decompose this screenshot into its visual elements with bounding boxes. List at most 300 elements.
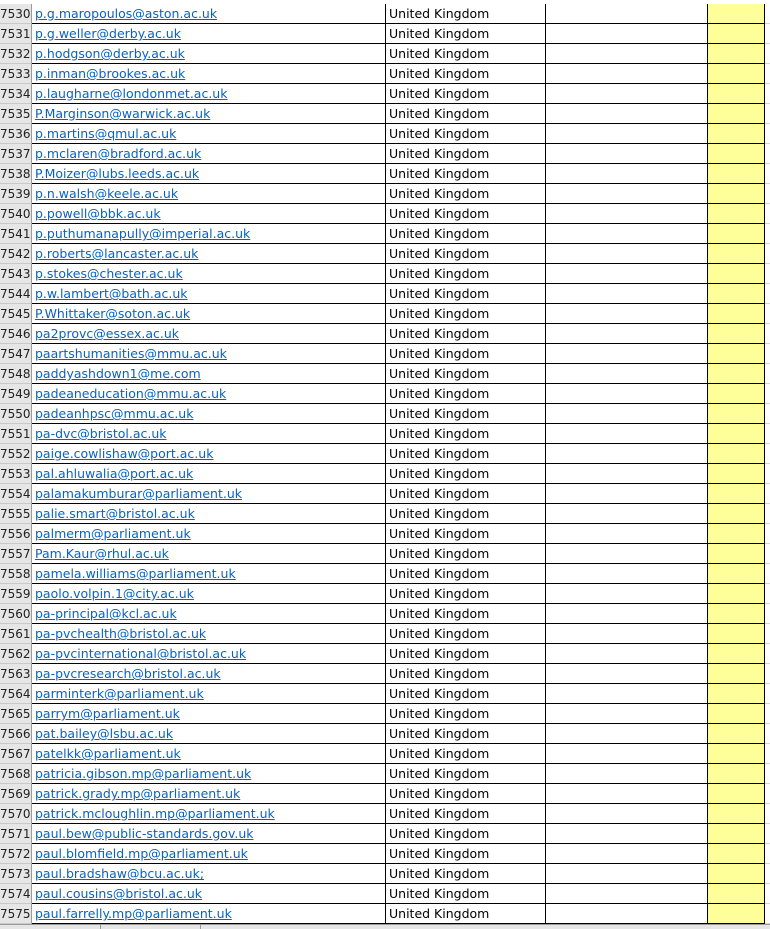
empty-cell[interactable] (765, 24, 770, 44)
row-number-header[interactable]: 7534 (0, 84, 32, 104)
email-link[interactable]: palie.smart@bristol.ac.uk (35, 506, 195, 521)
row-number-header[interactable]: 7556 (0, 524, 32, 544)
highlighted-cell[interactable] (708, 284, 765, 304)
email-link[interactable]: p.w.lambert@bath.ac.uk (35, 286, 188, 301)
empty-cell[interactable] (765, 784, 770, 804)
row-number-header[interactable]: 7533 (0, 64, 32, 84)
highlighted-cell[interactable] (708, 684, 765, 704)
highlighted-cell[interactable] (708, 704, 765, 724)
email-cell[interactable] (32, 284, 386, 304)
email-cell[interactable] (32, 144, 386, 164)
email-cell[interactable] (32, 464, 386, 484)
empty-cell[interactable] (765, 644, 770, 664)
empty-cell[interactable] (765, 604, 770, 624)
empty-cell[interactable] (765, 704, 770, 724)
empty-cell[interactable] (546, 244, 708, 264)
row-number-header[interactable]: 7561 (0, 624, 32, 644)
empty-cell[interactable] (546, 664, 708, 684)
row-number-header[interactable]: 7549 (0, 384, 32, 404)
empty-cell[interactable] (546, 424, 708, 444)
country-cell[interactable]: United Kingdom (386, 24, 546, 44)
country-cell[interactable]: United Kingdom (386, 484, 546, 504)
email-cell[interactable] (32, 104, 386, 124)
highlighted-cell[interactable] (708, 84, 765, 104)
row-number-header[interactable]: 7531 (0, 24, 32, 44)
row-number-header[interactable]: 7562 (0, 644, 32, 664)
email-link[interactable]: paul.bradshaw@bcu.ac.uk; (35, 866, 205, 881)
empty-cell[interactable] (546, 124, 708, 144)
email-link[interactable]: parrym@parliament.uk (35, 706, 180, 721)
email-cell[interactable] (32, 264, 386, 284)
email-cell[interactable] (32, 244, 386, 264)
email-link[interactable]: paul.farrelly.mp@parliament.uk (35, 906, 232, 921)
empty-cell[interactable] (546, 604, 708, 624)
country-cell[interactable]: United Kingdom (386, 164, 546, 184)
country-cell[interactable]: United Kingdom (386, 884, 546, 904)
email-cell[interactable] (32, 4, 386, 24)
email-cell[interactable] (32, 184, 386, 204)
empty-cell[interactable] (765, 4, 770, 24)
country-cell[interactable]: United Kingdom (386, 244, 546, 264)
country-cell[interactable]: United Kingdom (386, 604, 546, 624)
email-link[interactable]: P.Moizer@lubs.leeds.ac.uk (35, 166, 200, 181)
empty-cell[interactable] (546, 484, 708, 504)
email-link[interactable]: P.Marginson@warwick.ac.uk (35, 106, 211, 121)
highlighted-cell[interactable] (708, 644, 765, 664)
email-link[interactable]: paul.cousins@bristol.ac.uk (35, 886, 203, 901)
empty-cell[interactable] (546, 724, 708, 744)
empty-cell[interactable] (765, 124, 770, 144)
row-number-header[interactable]: 7570 (0, 804, 32, 824)
row-number-header[interactable]: 7559 (0, 584, 32, 604)
row-number-header[interactable]: 7563 (0, 664, 32, 684)
empty-cell[interactable] (546, 24, 708, 44)
email-link[interactable]: pa-principal@kcl.ac.uk (35, 606, 177, 621)
empty-cell[interactable] (765, 624, 770, 644)
email-cell[interactable] (32, 84, 386, 104)
empty-cell[interactable] (546, 164, 708, 184)
row-number-header[interactable]: 7575 (0, 904, 32, 924)
empty-cell[interactable] (546, 304, 708, 324)
highlighted-cell[interactable] (708, 764, 765, 784)
email-link[interactable]: palmerm@parliament.uk (35, 526, 191, 541)
empty-cell[interactable] (765, 204, 770, 224)
highlighted-cell[interactable] (708, 884, 765, 904)
empty-cell[interactable] (546, 784, 708, 804)
highlighted-cell[interactable] (708, 504, 765, 524)
empty-cell[interactable] (765, 364, 770, 384)
email-link[interactable]: p.stokes@chester.ac.uk (35, 266, 183, 281)
empty-cell[interactable] (546, 884, 708, 904)
empty-cell[interactable] (765, 464, 770, 484)
email-link[interactable]: p.martins@qmul.ac.uk (35, 126, 177, 141)
email-link[interactable]: pat.bailey@lsbu.ac.uk (35, 726, 174, 741)
email-cell[interactable] (32, 584, 386, 604)
empty-cell[interactable] (765, 144, 770, 164)
country-cell[interactable]: United Kingdom (386, 224, 546, 244)
row-number-header[interactable]: 7542 (0, 244, 32, 264)
country-cell[interactable]: United Kingdom (386, 764, 546, 784)
email-link[interactable]: paddyashdown1@me.com (35, 366, 201, 381)
email-link[interactable]: padeanhpsc@mmu.ac.uk (35, 406, 194, 421)
email-link[interactable]: p.n.walsh@keele.ac.uk (35, 186, 179, 201)
email-cell[interactable] (32, 444, 386, 464)
highlighted-cell[interactable] (708, 824, 765, 844)
empty-cell[interactable] (546, 644, 708, 664)
empty-cell[interactable] (765, 544, 770, 564)
empty-cell[interactable] (546, 64, 708, 84)
empty-cell[interactable] (765, 424, 770, 444)
highlighted-cell[interactable] (708, 784, 765, 804)
email-link[interactable]: patrick.grady.mp@parliament.uk (35, 786, 241, 801)
empty-cell[interactable] (546, 764, 708, 784)
empty-cell[interactable] (765, 44, 770, 64)
email-link[interactable]: pa-dvc@bristol.ac.uk (35, 426, 167, 441)
empty-cell[interactable] (546, 464, 708, 484)
row-number-header[interactable]: 7557 (0, 544, 32, 564)
email-link[interactable]: parminterk@parliament.uk (35, 686, 204, 701)
row-number-header[interactable]: 7540 (0, 204, 32, 224)
row-number-header[interactable]: 7548 (0, 364, 32, 384)
row-number-header[interactable]: 7568 (0, 764, 32, 784)
email-cell[interactable] (32, 504, 386, 524)
country-cell[interactable]: United Kingdom (386, 344, 546, 364)
empty-cell[interactable] (546, 844, 708, 864)
highlighted-cell[interactable] (708, 304, 765, 324)
country-cell[interactable]: United Kingdom (386, 104, 546, 124)
highlighted-cell[interactable] (708, 424, 765, 444)
country-cell[interactable]: United Kingdom (386, 684, 546, 704)
empty-cell[interactable] (765, 104, 770, 124)
highlighted-cell[interactable] (708, 604, 765, 624)
country-cell[interactable]: United Kingdom (386, 784, 546, 804)
email-cell[interactable] (32, 164, 386, 184)
highlighted-cell[interactable] (708, 44, 765, 64)
highlighted-cell[interactable] (708, 264, 765, 284)
empty-cell[interactable] (765, 444, 770, 464)
country-cell[interactable]: United Kingdom (386, 384, 546, 404)
highlighted-cell[interactable] (708, 164, 765, 184)
row-number-header[interactable]: 7539 (0, 184, 32, 204)
country-cell[interactable]: United Kingdom (386, 264, 546, 284)
empty-cell[interactable] (765, 744, 770, 764)
empty-cell[interactable] (546, 144, 708, 164)
row-number-header[interactable]: 7535 (0, 104, 32, 124)
row-number-header[interactable]: 7555 (0, 504, 32, 524)
country-cell[interactable]: United Kingdom (386, 624, 546, 644)
country-cell[interactable]: United Kingdom (386, 44, 546, 64)
empty-cell[interactable] (546, 544, 708, 564)
empty-cell[interactable] (765, 564, 770, 584)
highlighted-cell[interactable] (708, 364, 765, 384)
email-link[interactable]: pa-pvchealth@bristol.ac.uk (35, 626, 207, 641)
email-link[interactable]: pal.ahluwalia@port.ac.uk (35, 466, 194, 481)
empty-cell[interactable] (546, 804, 708, 824)
email-cell[interactable] (32, 564, 386, 584)
empty-cell[interactable] (765, 84, 770, 104)
highlighted-cell[interactable] (708, 204, 765, 224)
empty-cell[interactable] (546, 824, 708, 844)
email-link[interactable]: Pam.Kaur@rhul.ac.uk (35, 546, 169, 561)
row-number-header[interactable]: 7567 (0, 744, 32, 764)
email-cell[interactable] (32, 484, 386, 504)
empty-cell[interactable] (765, 824, 770, 844)
empty-cell[interactable] (546, 564, 708, 584)
empty-cell[interactable] (546, 264, 708, 284)
highlighted-cell[interactable] (708, 664, 765, 684)
empty-cell[interactable] (546, 204, 708, 224)
country-cell[interactable]: United Kingdom (386, 544, 546, 564)
highlighted-cell[interactable] (708, 144, 765, 164)
email-link[interactable]: p.inman@brookes.ac.uk (35, 66, 186, 81)
highlighted-cell[interactable] (708, 244, 765, 264)
empty-cell[interactable] (546, 584, 708, 604)
country-cell[interactable]: United Kingdom (386, 284, 546, 304)
email-link[interactable]: p.powell@bbk.ac.uk (35, 206, 161, 221)
empty-cell[interactable] (765, 584, 770, 604)
country-cell[interactable]: United Kingdom (386, 464, 546, 484)
country-cell[interactable]: United Kingdom (386, 424, 546, 444)
email-link[interactable]: p.g.maropoulos@aston.ac.uk (35, 6, 218, 21)
email-cell[interactable] (32, 864, 386, 884)
email-link[interactable]: paul.bew@public-standards.gov.uk (35, 826, 254, 841)
email-cell[interactable] (32, 524, 386, 544)
email-link[interactable]: palamakumburar@parliament.uk (35, 486, 242, 501)
empty-cell[interactable] (546, 684, 708, 704)
email-link[interactable]: p.laugharne@londonmet.ac.uk (35, 86, 228, 101)
row-number-header[interactable]: 7551 (0, 424, 32, 444)
highlighted-cell[interactable] (708, 524, 765, 544)
highlighted-cell[interactable] (708, 844, 765, 864)
empty-cell[interactable] (546, 864, 708, 884)
country-cell[interactable]: United Kingdom (386, 444, 546, 464)
country-cell[interactable]: United Kingdom (386, 904, 546, 924)
empty-cell[interactable] (765, 844, 770, 864)
empty-cell[interactable] (546, 704, 708, 724)
email-cell[interactable] (32, 224, 386, 244)
empty-cell[interactable] (546, 284, 708, 304)
highlighted-cell[interactable] (708, 564, 765, 584)
row-number-header[interactable]: 7538 (0, 164, 32, 184)
empty-cell[interactable] (765, 164, 770, 184)
empty-cell[interactable] (765, 904, 770, 924)
empty-cell[interactable] (765, 304, 770, 324)
country-cell[interactable]: United Kingdom (386, 64, 546, 84)
email-cell[interactable] (32, 884, 386, 904)
row-number-header[interactable]: 7560 (0, 604, 32, 624)
email-cell[interactable] (32, 724, 386, 744)
email-cell[interactable] (32, 644, 386, 664)
country-cell[interactable]: United Kingdom (386, 184, 546, 204)
row-number-header[interactable]: 7571 (0, 824, 32, 844)
country-cell[interactable]: United Kingdom (386, 4, 546, 24)
highlighted-cell[interactable] (708, 344, 765, 364)
highlighted-cell[interactable] (708, 384, 765, 404)
empty-cell[interactable] (546, 624, 708, 644)
empty-cell[interactable] (546, 184, 708, 204)
empty-cell[interactable] (546, 84, 708, 104)
email-cell[interactable] (32, 24, 386, 44)
row-number-header[interactable]: 7558 (0, 564, 32, 584)
empty-cell[interactable] (765, 484, 770, 504)
empty-cell[interactable] (765, 384, 770, 404)
row-number-header[interactable]: 7545 (0, 304, 32, 324)
email-link[interactable]: p.roberts@lancaster.ac.uk (35, 246, 199, 261)
email-link[interactable]: pa-pvcresearch@bristol.ac.uk (35, 666, 221, 681)
empty-cell[interactable] (765, 724, 770, 744)
email-link[interactable]: p.g.weller@derby.ac.uk (35, 26, 181, 41)
empty-cell[interactable] (765, 284, 770, 304)
highlighted-cell[interactable] (708, 724, 765, 744)
highlighted-cell[interactable] (708, 484, 765, 504)
row-number-header[interactable]: 7569 (0, 784, 32, 804)
email-link[interactable]: paartshumanities@mmu.ac.uk (35, 346, 227, 361)
highlighted-cell[interactable] (708, 624, 765, 644)
row-number-header[interactable]: 7536 (0, 124, 32, 144)
email-link[interactable]: pa2provc@essex.ac.uk (35, 326, 179, 341)
empty-cell[interactable] (546, 324, 708, 344)
empty-cell[interactable] (546, 384, 708, 404)
row-number-header[interactable]: 7543 (0, 264, 32, 284)
email-cell[interactable] (32, 124, 386, 144)
country-cell[interactable]: United Kingdom (386, 504, 546, 524)
row-number-header[interactable]: 7554 (0, 484, 32, 504)
email-cell[interactable] (32, 904, 386, 924)
highlighted-cell[interactable] (708, 64, 765, 84)
email-link[interactable]: patricia.gibson.mp@parliament.uk (35, 766, 252, 781)
row-number-header[interactable]: 7565 (0, 704, 32, 724)
empty-cell[interactable] (546, 444, 708, 464)
highlighted-cell[interactable] (708, 24, 765, 44)
highlighted-cell[interactable] (708, 224, 765, 244)
email-link[interactable]: paige.cowlishaw@port.ac.uk (35, 446, 214, 461)
email-cell[interactable] (32, 744, 386, 764)
row-number-header[interactable]: 7541 (0, 224, 32, 244)
highlighted-cell[interactable] (708, 584, 765, 604)
email-cell[interactable] (32, 664, 386, 684)
highlighted-cell[interactable] (708, 124, 765, 144)
email-cell[interactable] (32, 44, 386, 64)
country-cell[interactable]: United Kingdom (386, 144, 546, 164)
row-number-header[interactable]: 7574 (0, 884, 32, 904)
email-cell[interactable] (32, 384, 386, 404)
row-number-header[interactable]: 7532 (0, 44, 32, 64)
empty-cell[interactable] (765, 224, 770, 244)
email-cell[interactable] (32, 784, 386, 804)
email-cell[interactable] (32, 824, 386, 844)
empty-cell[interactable] (546, 404, 708, 424)
row-number-header[interactable]: 7566 (0, 724, 32, 744)
empty-cell[interactable] (765, 864, 770, 884)
email-link[interactable]: pa-pvcinternational@bristol.ac.uk (35, 646, 247, 661)
empty-cell[interactable] (765, 504, 770, 524)
empty-cell[interactable] (546, 224, 708, 244)
country-cell[interactable]: United Kingdom (386, 644, 546, 664)
email-cell[interactable] (32, 804, 386, 824)
highlighted-cell[interactable] (708, 744, 765, 764)
country-cell[interactable]: United Kingdom (386, 364, 546, 384)
country-cell[interactable]: United Kingdom (386, 304, 546, 324)
country-cell[interactable]: United Kingdom (386, 524, 546, 544)
row-number-header[interactable]: 7537 (0, 144, 32, 164)
email-cell[interactable] (32, 764, 386, 784)
email-cell[interactable] (32, 624, 386, 644)
email-cell[interactable] (32, 364, 386, 384)
highlighted-cell[interactable] (708, 864, 765, 884)
country-cell[interactable]: United Kingdom (386, 124, 546, 144)
empty-cell[interactable] (546, 744, 708, 764)
email-link[interactable]: patelkk@parliament.uk (35, 746, 181, 761)
country-cell[interactable]: United Kingdom (386, 564, 546, 584)
email-cell[interactable] (32, 424, 386, 444)
empty-cell[interactable] (765, 524, 770, 544)
email-link[interactable]: paolo.volpin.1@city.ac.uk (35, 586, 194, 601)
empty-cell[interactable] (765, 264, 770, 284)
highlighted-cell[interactable] (708, 544, 765, 564)
highlighted-cell[interactable] (708, 324, 765, 344)
row-number-header[interactable]: 7553 (0, 464, 32, 484)
country-cell[interactable]: United Kingdom (386, 744, 546, 764)
empty-cell[interactable] (546, 104, 708, 124)
highlighted-cell[interactable] (708, 4, 765, 24)
empty-cell[interactable] (546, 364, 708, 384)
country-cell[interactable]: United Kingdom (386, 404, 546, 424)
empty-cell[interactable] (765, 184, 770, 204)
email-link[interactable]: padeaneducation@mmu.ac.uk (35, 386, 227, 401)
country-cell[interactable]: United Kingdom (386, 584, 546, 604)
email-link[interactable]: P.Whittaker@soton.ac.uk (35, 306, 191, 321)
empty-cell[interactable] (765, 884, 770, 904)
highlighted-cell[interactable] (708, 104, 765, 124)
country-cell[interactable]: United Kingdom (386, 844, 546, 864)
email-link[interactable]: paul.blomfield.mp@parliament.uk (35, 846, 248, 861)
highlighted-cell[interactable] (708, 444, 765, 464)
country-cell[interactable]: United Kingdom (386, 324, 546, 344)
empty-cell[interactable] (765, 64, 770, 84)
row-number-header[interactable]: 7573 (0, 864, 32, 884)
empty-cell[interactable] (765, 404, 770, 424)
email-cell[interactable] (32, 404, 386, 424)
email-link[interactable]: pamela.williams@parliament.uk (35, 566, 236, 581)
highlighted-cell[interactable] (708, 464, 765, 484)
row-number-header[interactable]: 7550 (0, 404, 32, 424)
row-number-header[interactable]: 7544 (0, 284, 32, 304)
email-link[interactable]: patrick.mcloughlin.mp@parliament.uk (35, 806, 275, 821)
empty-cell[interactable] (765, 764, 770, 784)
email-cell[interactable] (32, 544, 386, 564)
email-cell[interactable] (32, 64, 386, 84)
empty-cell[interactable] (546, 344, 708, 364)
email-cell[interactable] (32, 324, 386, 344)
email-link[interactable]: p.mclaren@bradford.ac.uk (35, 146, 202, 161)
country-cell[interactable]: United Kingdom (386, 84, 546, 104)
row-number-header[interactable]: 7547 (0, 344, 32, 364)
row-number-header[interactable]: 7572 (0, 844, 32, 864)
empty-cell[interactable] (765, 344, 770, 364)
row-number-header[interactable]: 7530 (0, 4, 32, 24)
row-number-header[interactable]: 7552 (0, 444, 32, 464)
email-cell[interactable] (32, 844, 386, 864)
empty-cell[interactable] (765, 804, 770, 824)
highlighted-cell[interactable] (708, 804, 765, 824)
row-number-header[interactable]: 7564 (0, 684, 32, 704)
country-cell[interactable]: United Kingdom (386, 704, 546, 724)
highlighted-cell[interactable] (708, 904, 765, 924)
email-cell[interactable] (32, 344, 386, 364)
country-cell[interactable]: United Kingdom (386, 824, 546, 844)
empty-cell[interactable] (765, 684, 770, 704)
email-link[interactable]: p.hodgson@derby.ac.uk (35, 46, 185, 61)
